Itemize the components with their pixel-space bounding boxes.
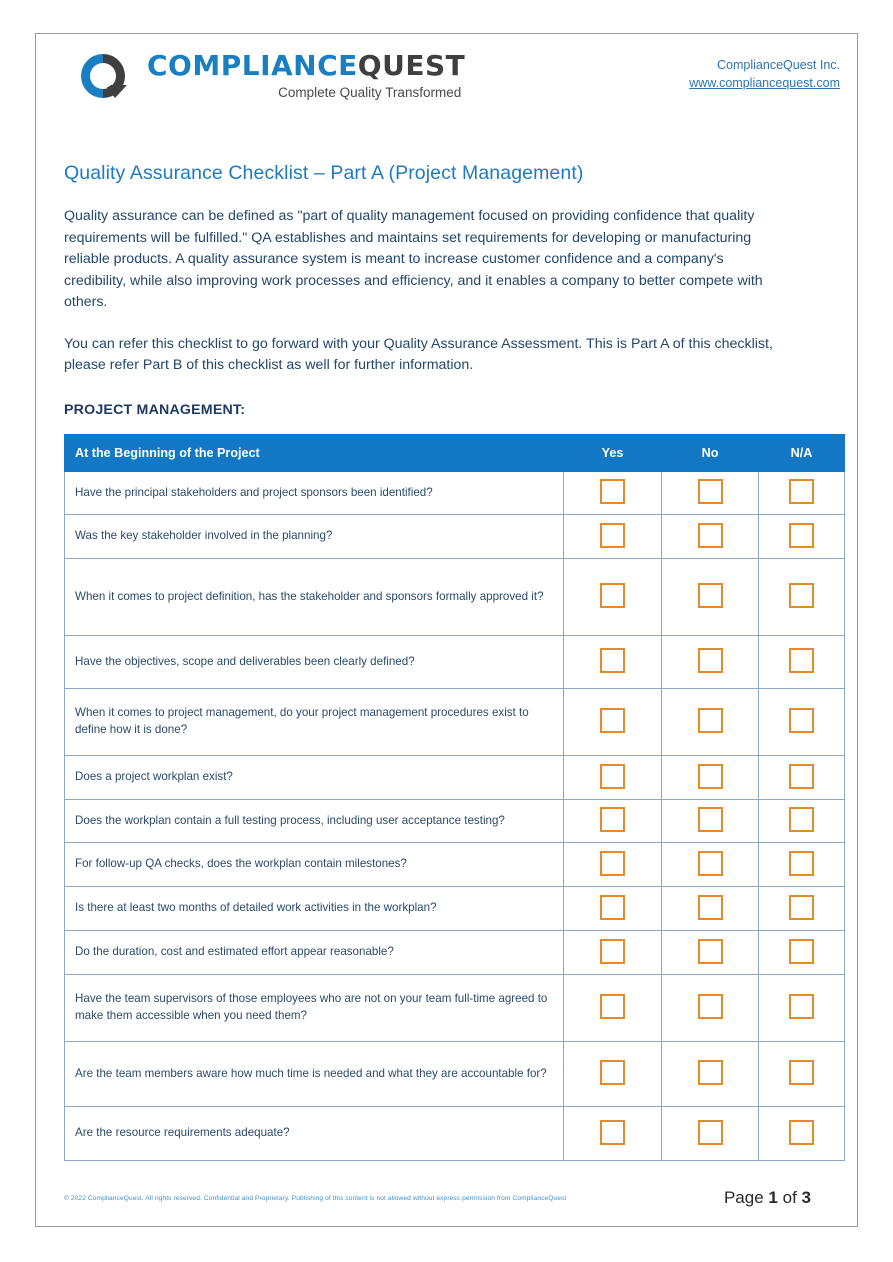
company-website-link[interactable]: www.compliancequest.com (689, 76, 840, 91)
checkbox-na[interactable] (789, 523, 814, 548)
checkbox-cell-yes[interactable] (564, 887, 662, 931)
page-label: Page (723, 1188, 764, 1207)
checkbox-cell-no[interactable] (662, 1107, 759, 1161)
checklist-question: Have the team supervisors of those employees who are not on your team full-time agreed to make them accessible when you need them? (65, 975, 564, 1042)
page-title: Quality Assurance Checklist – Part A (Project Management) (64, 162, 584, 184)
column-header-question: At the Beginning of the Project (65, 435, 564, 472)
checkbox-cell-na[interactable] (759, 843, 845, 887)
intro-paragraph-2: You can refer this checklist to go forward with your Quality Assurance Assessment. This is Part A of this checklist, please refer Part B of this checklist as well for further information. (64, 335, 773, 374)
checklist-question: Was the key stakeholder involved in the planning? (65, 515, 564, 559)
checkbox-no[interactable] (698, 939, 723, 964)
checkbox-cell-na[interactable] (759, 1042, 845, 1107)
checklist-question: Have the principal stakeholders and project sponsors been identified? (65, 472, 564, 515)
checkbox-yes[interactable] (600, 1060, 625, 1085)
checkbox-cell-na[interactable] (759, 636, 845, 689)
checkbox-yes[interactable] (600, 851, 625, 876)
checkbox-cell-yes[interactable] (564, 931, 662, 975)
checkbox-no[interactable] (698, 851, 723, 876)
checklist-question: Are the resource requirements adequate? (65, 1107, 564, 1161)
checkbox-no[interactable] (698, 523, 723, 548)
checkbox-cell-yes[interactable] (564, 1107, 662, 1161)
logo-word-compliance: COMPLIANCE (147, 49, 358, 83)
page-total: 3 (801, 1188, 811, 1207)
checkbox-na[interactable] (789, 583, 814, 608)
table-header-row (65, 435, 845, 472)
page-of-label: of (782, 1188, 797, 1207)
checkbox-cell-yes[interactable] (564, 472, 662, 515)
section-heading-project-management: PROJECT MANAGEMENT: (64, 402, 246, 419)
checkbox-cell-yes[interactable] (564, 1042, 662, 1107)
column-header-no: No (662, 435, 759, 472)
checkbox-no[interactable] (698, 895, 723, 920)
checkbox-cell-yes[interactable] (564, 515, 662, 559)
checkbox-yes[interactable] (600, 939, 625, 964)
checklist-table-body (65, 472, 845, 1161)
checkbox-na[interactable] (789, 807, 814, 832)
checklist-question: Does a project workplan exist? (65, 756, 564, 800)
table-row (65, 472, 845, 515)
checkbox-no[interactable] (698, 583, 723, 608)
checkbox-yes[interactable] (600, 523, 625, 548)
company-logo (71, 51, 465, 101)
column-header-na: N/A (759, 435, 845, 472)
table-row (65, 800, 845, 843)
checkbox-cell-no[interactable] (662, 689, 759, 756)
checklist-question: Is there at least two months of detailed work activities in the workplan? (65, 887, 564, 931)
checkbox-cell-no[interactable] (662, 636, 759, 689)
checkbox-na[interactable] (789, 1060, 814, 1085)
company-contact-info (689, 56, 840, 92)
checkbox-yes[interactable] (600, 1120, 625, 1145)
checkbox-no[interactable] (698, 807, 723, 832)
logo-word-quest: QUEST (357, 49, 466, 83)
checkbox-cell-na[interactable] (759, 800, 845, 843)
page-number (724, 1188, 829, 1208)
checkbox-yes[interactable] (600, 479, 625, 504)
checkbox-cell-na[interactable] (759, 515, 845, 559)
checkbox-yes[interactable] (600, 708, 625, 733)
intro-paragraph-1: Quality assurance can be defined as "part of quality management focused on providing confidence that quality requirements will be fulfilled." QA establishes and maintains set requirements for developing or manufacturing reliable products. A quality assurance system is meant to increase customer confidence and a company's credibility, while also improving work processes and efficiency, and it enables a company to better compete with others. (64, 208, 763, 311)
checkbox-cell-no[interactable] (662, 975, 759, 1042)
checkbox-cell-na[interactable] (759, 887, 845, 931)
checkbox-no[interactable] (698, 764, 723, 789)
checkbox-yes[interactable] (600, 648, 625, 673)
checkbox-na[interactable] (789, 764, 814, 789)
checkbox-cell-no[interactable] (662, 931, 759, 975)
logo-wordmark (147, 49, 466, 83)
checkbox-na[interactable] (789, 939, 814, 964)
checkbox-cell-yes[interactable] (564, 975, 662, 1042)
checklist-question: Are the team members aware how much time is needed and what they are accountable for? (65, 1042, 564, 1107)
table-row (65, 1107, 845, 1161)
table-row (65, 515, 845, 559)
checkbox-na[interactable] (789, 708, 814, 733)
checkbox-cell-no[interactable] (662, 515, 759, 559)
checkbox-yes[interactable] (600, 583, 625, 608)
checkbox-cell-na[interactable] (759, 1107, 845, 1161)
checkbox-yes[interactable] (600, 764, 625, 789)
checklist-question: When it comes to project definition, has the stakeholder and sponsors formally approved it? (65, 559, 564, 636)
checkbox-no[interactable] (698, 648, 723, 673)
table-row (65, 756, 845, 800)
checklist-question: Have the objectives, scope and deliverables been clearly defined? (65, 636, 564, 689)
table-row (65, 559, 845, 636)
page-current: 1 (768, 1188, 778, 1207)
checkbox-no[interactable] (698, 708, 723, 733)
checklist-question: When it comes to project management, do your project management procedures exist to define how it is done? (65, 689, 564, 756)
checkbox-cell-yes[interactable] (564, 636, 662, 689)
checkbox-na[interactable] (789, 1120, 814, 1145)
column-header-yes: Yes (564, 435, 662, 472)
checkbox-cell-na[interactable] (759, 931, 845, 975)
copyright-notice: © 2022 ComplianceQuest. All rights reserved. Confidential and Proprietary. Publishing of this content is not allowed without express permission from ComplianceQuest (64, 1195, 567, 1202)
checkbox-cell-na[interactable] (759, 689, 845, 756)
checkbox-cell-yes[interactable] (564, 756, 662, 800)
checkbox-cell-na[interactable] (759, 975, 845, 1042)
company-name: ComplianceQuest Inc. (717, 58, 840, 72)
checkbox-cell-no[interactable] (662, 1042, 759, 1107)
table-row (65, 843, 845, 887)
compliancequest-c-logo-icon (71, 51, 135, 101)
checkbox-yes[interactable] (600, 807, 625, 832)
table-row (65, 636, 845, 689)
checkbox-na[interactable] (789, 851, 814, 876)
table-row (65, 1042, 845, 1107)
logo-tagline: Complete Quality Transformed (278, 85, 462, 101)
checkbox-cell-no[interactable] (662, 800, 759, 843)
document-header (36, 34, 857, 116)
checklist-question: For follow-up QA checks, does the workplan contain milestones? (65, 843, 564, 887)
checkbox-cell-yes[interactable] (564, 559, 662, 636)
checkbox-na[interactable] (789, 994, 814, 1019)
document-body (36, 162, 857, 1161)
checkbox-cell-no[interactable] (662, 756, 759, 800)
checklist-question: Do the duration, cost and estimated effort appear reasonable? (65, 931, 564, 975)
checkbox-cell-no[interactable] (662, 559, 759, 636)
checkbox-cell-yes[interactable] (564, 689, 662, 756)
checkbox-cell-no[interactable] (662, 843, 759, 887)
checkbox-na[interactable] (789, 648, 814, 673)
checkbox-no[interactable] (698, 1060, 723, 1085)
checkbox-na[interactable] (789, 895, 814, 920)
document-footer (36, 1188, 857, 1208)
checkbox-cell-na[interactable] (759, 472, 845, 515)
checkbox-cell-no[interactable] (662, 887, 759, 931)
checkbox-yes[interactable] (600, 994, 625, 1019)
checkbox-yes[interactable] (600, 895, 625, 920)
table-row (65, 975, 845, 1042)
table-row (65, 887, 845, 931)
checkbox-no[interactable] (698, 479, 723, 504)
table-row (65, 689, 845, 756)
checklist-question: Does the workplan contain a full testing process, including user acceptance testing? (65, 800, 564, 843)
checkbox-cell-yes[interactable] (564, 843, 662, 887)
checklist-table (64, 434, 845, 1161)
checkbox-cell-yes[interactable] (564, 800, 662, 843)
document-page (35, 33, 858, 1227)
checkbox-na[interactable] (789, 479, 814, 504)
table-row (65, 931, 845, 975)
checkbox-no[interactable] (698, 1120, 723, 1145)
checkbox-cell-no[interactable] (662, 472, 759, 515)
checkbox-no[interactable] (698, 994, 723, 1019)
checkbox-cell-na[interactable] (759, 756, 845, 800)
checkbox-cell-na[interactable] (759, 559, 845, 636)
